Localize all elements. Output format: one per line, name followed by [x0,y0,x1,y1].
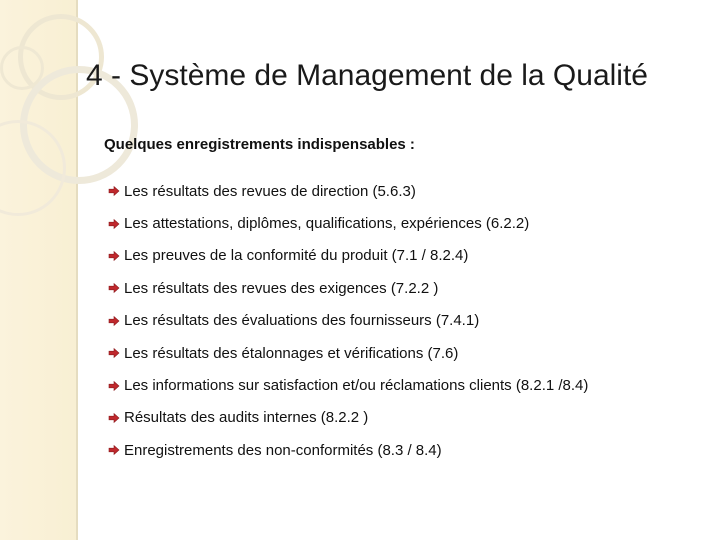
red-arrow-bullet-icon [108,185,120,197]
list-item-label: Les résultats des évaluations des fournisseurs (7.4.1) [124,312,480,330]
red-arrow-bullet-icon [108,444,120,456]
red-arrow-bullet-icon [108,250,120,262]
red-arrow-bullet-icon [108,380,120,392]
red-arrow-bullet-icon [108,218,120,230]
list-item-label: Les attestations, diplômes, qualifications, expériences (6.2.2) [124,215,530,233]
list-item [108,402,708,434]
list-item-label: Les informations sur satisfaction et/ou réclamations clients (8.2.1 /8.4) [124,377,589,395]
list-item [108,272,708,304]
list-item [108,305,708,337]
list-item-label: Enregistrements des non-conformités (8.3 / 8.4) [124,441,442,459]
list-item-label: Les résultats des étalonnages et vérifications (7.6) [124,344,459,362]
list-item-label: Les résultats des revues de direction (5.6.3) [124,182,416,200]
list-item-label: Les preuves de la conformité du produit (7.1 / 8.2.4) [124,247,469,265]
red-arrow-bullet-icon [108,315,120,327]
slide-title: 4 - Système de Management de la Qualité [86,59,648,92]
decorative-circle [0,46,44,90]
records-list [108,175,708,467]
red-arrow-bullet-icon [108,412,120,424]
list-item [108,337,708,369]
list-item [108,434,708,466]
list-item [108,207,708,239]
list-item [108,175,708,207]
slide-subtitle: Quelques enregistrements indispensables : [104,136,415,153]
list-item [108,369,708,401]
list-item-label: Résultats des audits internes (8.2.2 ) [124,409,369,427]
red-arrow-bullet-icon [108,282,120,294]
list-item [108,240,708,272]
red-arrow-bullet-icon [108,347,120,359]
list-item-label: Les résultats des revues des exigences (7.2.2 ) [124,279,439,297]
